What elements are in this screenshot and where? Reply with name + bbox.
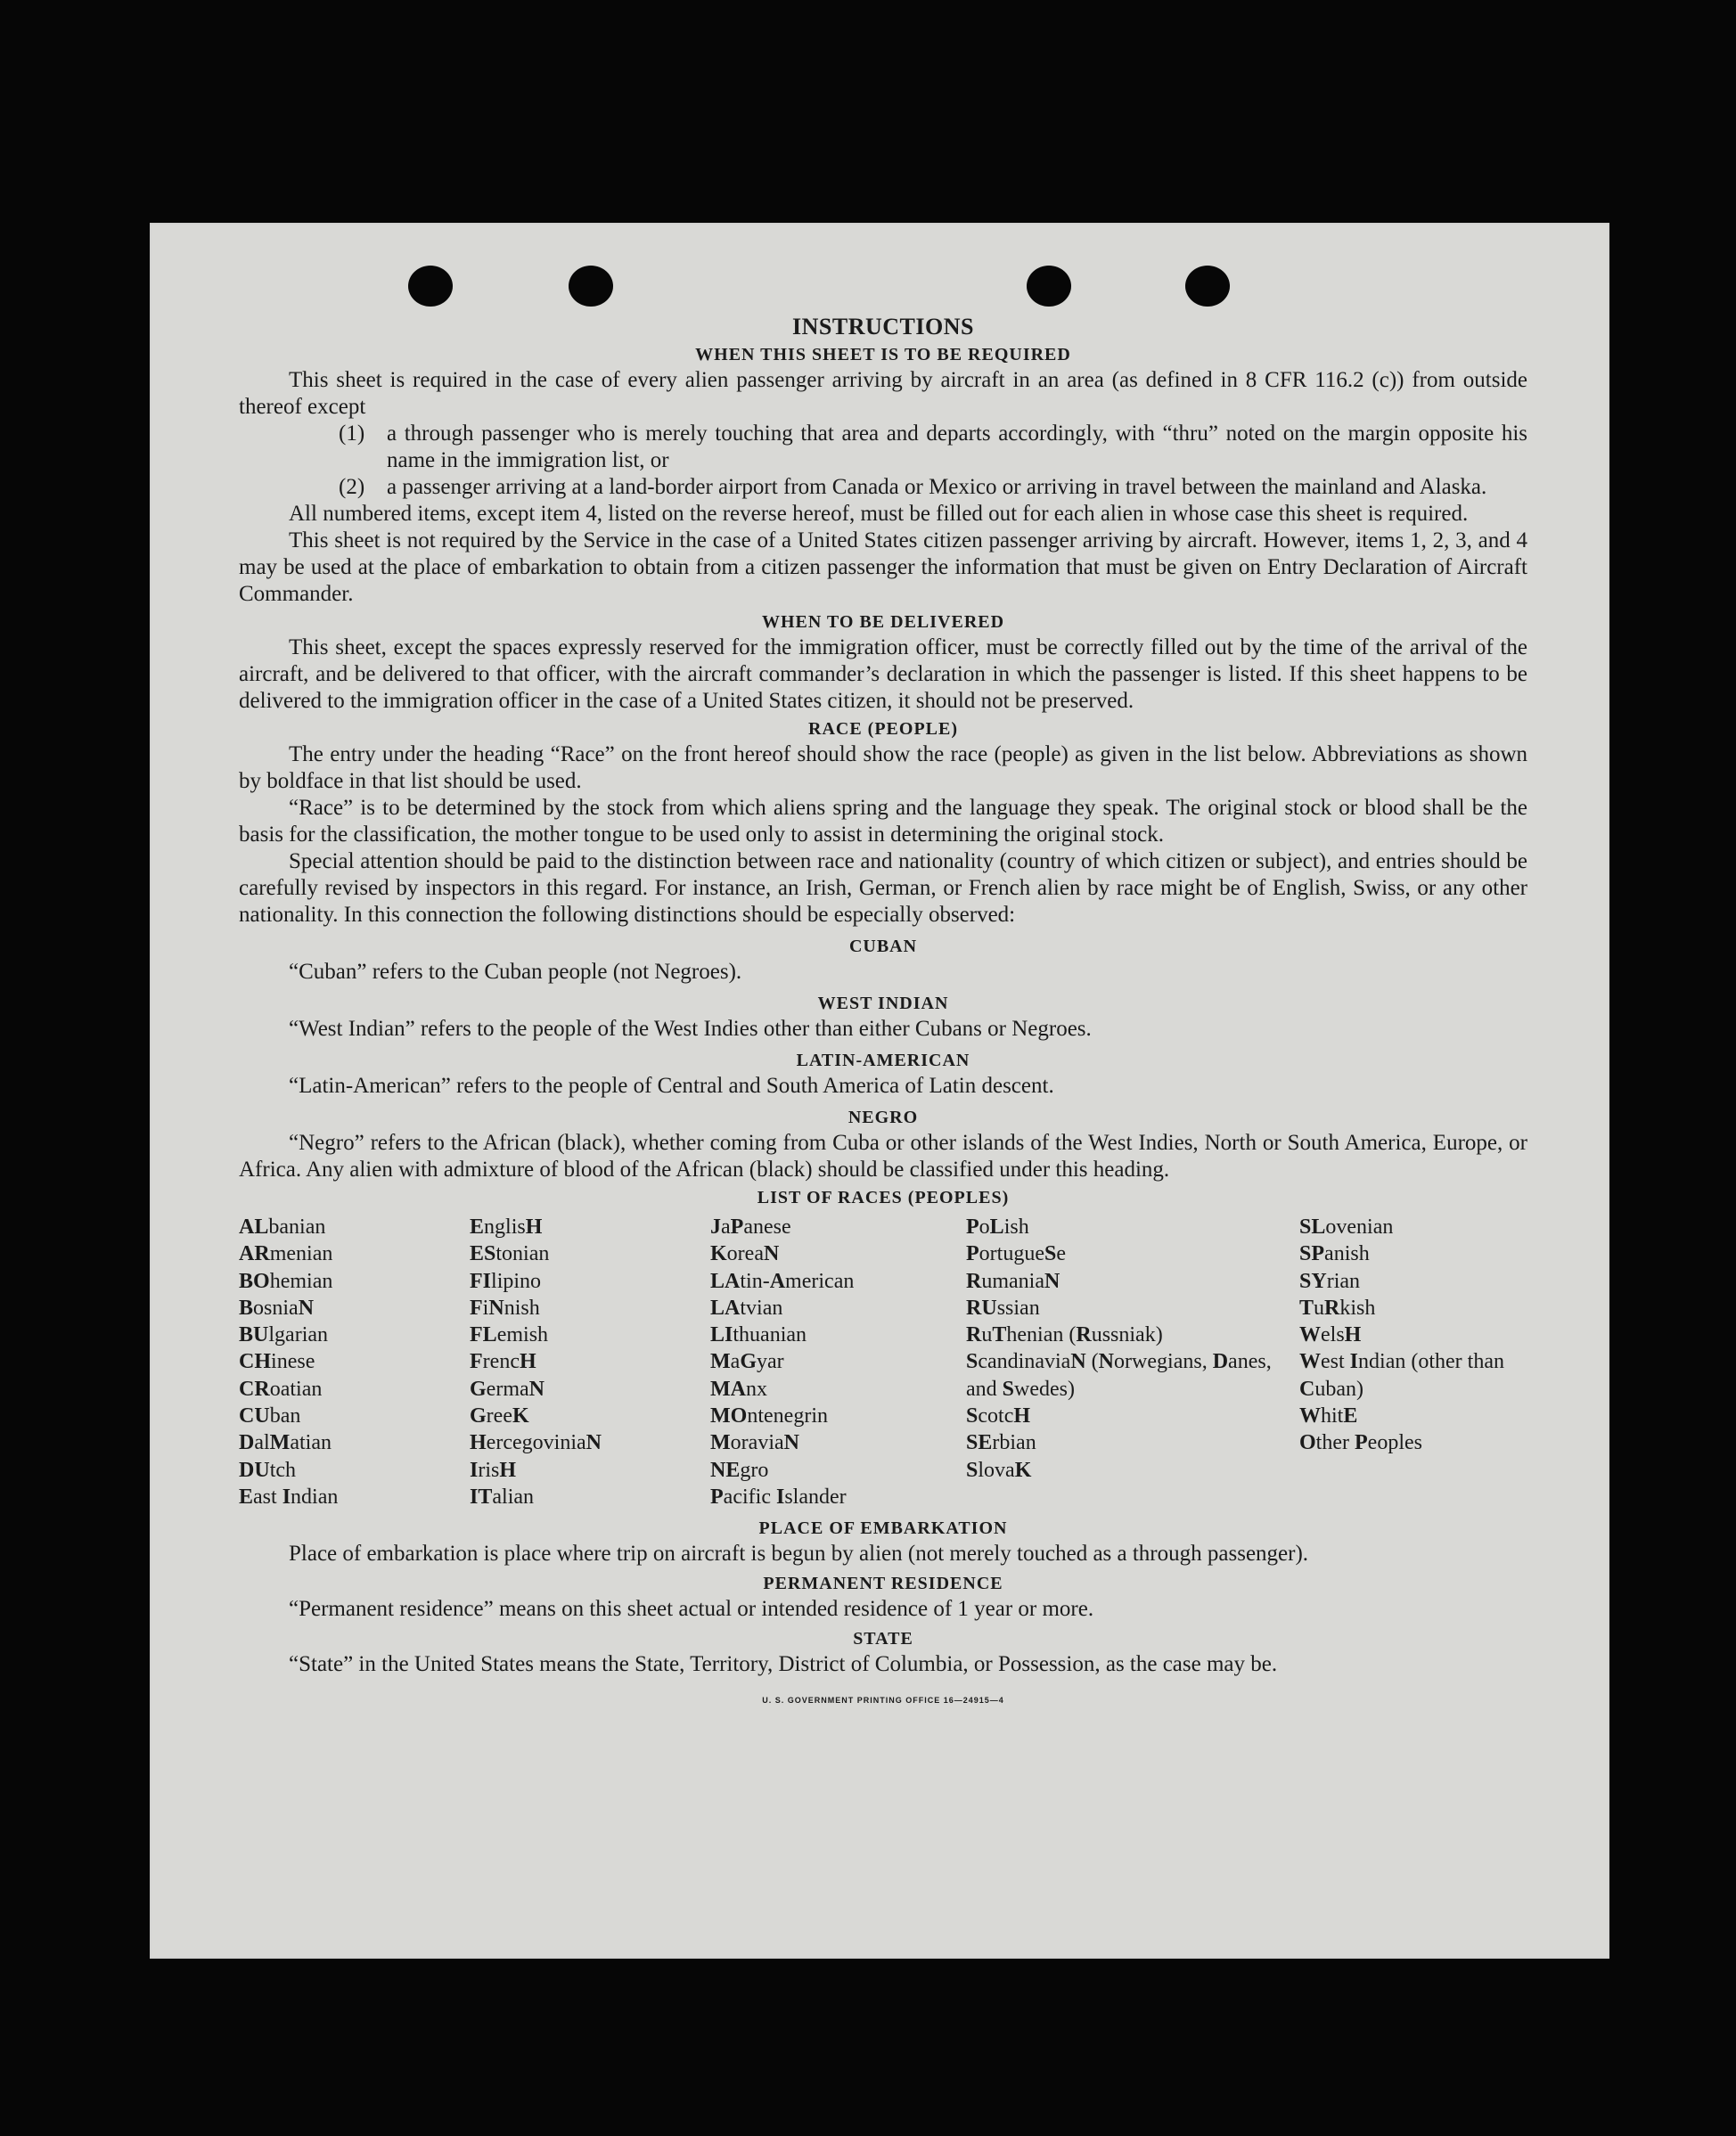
race-item: EStonian [470,1242,550,1266]
race-item: TuRkish [1299,1296,1376,1320]
races-column [1299,1214,1527,1510]
race-item: ARmenian [239,1242,333,1266]
paragraph: Special attention should be paid to the distinction between race and nationality (country of which citizen or subject), and entries should be carefully revised by inspectors in this regard. For instance, an Irish, German, or French alien by race might be of English, Swiss, or any other nationality. In this connection the following distinctions should be especially observed: [239,849,1527,927]
race-item: NEgro [710,1458,769,1482]
race-item: EnglisH [470,1215,543,1239]
race-item: ITalian [470,1485,535,1509]
punch-hole [1027,266,1071,307]
section-heading: CUBAN [848,937,918,956]
race-item: HercegoviniaN [470,1431,602,1455]
race-item: MoraviaN [710,1431,799,1455]
punch-hole [408,266,453,307]
race-item: BUlgarian [239,1323,329,1347]
races-column [710,1214,966,1510]
race-item: MOntenegrin [710,1404,828,1428]
paragraph: “Race” is to be determined by the stock from which aliens spring and the language they speak. The original stock or blood shall be the basis for the classification, the mother tongue to be used only to assist in determining the original stock. [239,796,1527,847]
race-item: LAtvian [710,1296,783,1320]
race-item: WelsH [1299,1323,1362,1347]
race-item: CHinese [239,1350,315,1374]
race-item: Pacific Islander [710,1485,847,1509]
section-heading: WHEN TO BE DELIVERED [761,612,1005,632]
races-column [470,1214,710,1510]
race-item: ScotcH [966,1404,1031,1428]
section-heading: NEGRO [848,1108,919,1127]
race-item: SYrian [1299,1269,1361,1293]
paragraph: “Latin-American” refers to the people of Central and South America of Latin descent. [289,1074,1054,1098]
races-column [966,1214,1299,1510]
paragraph: “State” in the United States means the State, Territory, District of Columbia, or Possession, as the case may be. [289,1652,1278,1677]
race-item: CUban [239,1404,301,1428]
section-heading: LATIN-AMERICAN [796,1051,970,1070]
section-heading: PLACE OF EMBARKATION [758,1518,1008,1539]
race-item: West Indian (other than Cuban) [1299,1350,1504,1401]
race-item: MAnx [710,1377,767,1401]
paragraph: Place of embarkation is place where trip on aircraft is begun by alien (not merely touched as a through passenger). [289,1542,1309,1567]
race-item: GermaN [470,1377,545,1401]
paragraph: This sheet is not required by the Service in the case of a United States citizen passenger arriving by aircraft. However, items 1, 2, 3, and 4 may be used at the place of embarkation to obtain from a citizen passenger the information that must be given on Entry Declaration of Aircraft Commander. [239,528,1527,606]
instructions-content [239,314,1527,1714]
race-item: ALbanian [239,1215,326,1239]
paragraph: “West Indian” refers to the people of the West Indies other than either Cubans or Negroes. [289,1017,1092,1041]
race-item: East Indian [239,1485,339,1509]
section-heading: LIST OF RACES (PEOPLES) [757,1188,1010,1207]
page-title: INSTRUCTIONS [792,314,974,340]
section-heading: STATE [853,1629,913,1649]
race-item: KoreaN [710,1242,780,1266]
race-item: CRoatian [239,1377,323,1401]
item-number: (1) [339,421,365,446]
race-item: BosniaN [239,1296,315,1320]
race-item: IrisH [470,1458,517,1482]
item-text: a passenger arriving at a land-border airport from Canada or Mexico or arriving in travel between the mainland and Alaska. [387,475,1487,499]
race-item: LIthuanian [710,1323,807,1347]
race-item: GreeK [470,1404,529,1428]
race-item: DalMatian [239,1431,332,1455]
race-item: LAtin-American [710,1269,855,1293]
race-item: ScandinaviaN (Norwegians, Danes, and Swedes) [966,1350,1272,1401]
race-item: WhitE [1299,1404,1358,1428]
race-item: MaGyar [710,1350,784,1374]
paragraph: “Negro” refers to the African (black), whether coming from Cuba or other islands of the West Indies, North or South America, Europe, or Africa. Any alien with admixture of blood of the African (black) should be classified under this heading. [239,1131,1527,1182]
paragraph: “Permanent residence” means on this sheet actual or intended residence of 1 year or more. [289,1597,1094,1622]
race-item: SlovaK [966,1458,1032,1482]
race-item: Other Peoples [1299,1431,1422,1455]
race-item: DUtch [239,1458,297,1482]
paragraph: The entry under the heading “Race” on the front hereof should show the race (people) as given in the list below. Abbreviations as shown by boldface in that list should be used. [239,742,1527,793]
races-list [239,1214,1527,1510]
race-item: PortugueSe [966,1242,1067,1266]
races-column [239,1214,470,1510]
punch-hole [569,266,613,307]
race-item: JaPanese [710,1215,791,1239]
item-text: a through passenger who is merely touching that area and departs accordingly, with “thru” noted on the margin opposite his name in the immigration list, or [387,421,1527,472]
printer-imprint: U. S. GOVERNMENT PRINTING OFFICE 16—24915—4 [762,1696,1004,1706]
race-item: RumaniaN [966,1269,1060,1293]
race-item: RUssian [966,1296,1040,1320]
list-item [239,474,1527,501]
paragraph: All numbered items, except item 4, listed on the reverse hereof, must be filled out for each alien in whose case this sheet is required. [289,502,1469,526]
section-heading: PERMANENT RESIDENCE [763,1574,1003,1594]
paragraph: “Cuban” refers to the Cuban people (not Negroes). [289,960,742,984]
race-item: SErbian [966,1431,1036,1455]
race-item: FrencH [470,1350,536,1374]
list-item [239,421,1527,474]
section-heading: WHEN THIS SHEET IS TO BE REQUIRED [695,345,1071,364]
paragraph: This sheet, except the spaces expressly reserved for the immigration officer, must be correctly filled out by the time of the arrival of the aircraft, and be delivered to that officer, with the aircraft commander’s declaration in which the passenger is listed. If this sheet happens to be delivered to the immigration officer in the case of a United States citizen, it should not be preserved. [239,635,1527,713]
race-item: PoLish [966,1215,1029,1239]
race-item: BOhemian [239,1269,333,1293]
punch-hole [1185,266,1230,307]
race-item: FIlipino [470,1269,542,1293]
race-item: SPanish [1299,1242,1370,1266]
document-sheet [150,223,1609,1959]
race-item: FLemish [470,1323,549,1347]
race-item: SLovenian [1299,1215,1394,1239]
section-heading: WEST INDIAN [817,994,949,1013]
item-number: (2) [339,475,365,499]
section-heading: RACE (PEOPLE) [808,719,958,739]
race-item: FiNnish [470,1296,540,1320]
race-item: RuThenian (Russniak) [966,1323,1163,1347]
paragraph: This sheet is required in the case of every alien passenger arriving by aircraft in an area (as defined in 8 CFR 116.2 (c)) from outside thereof except [239,368,1527,419]
